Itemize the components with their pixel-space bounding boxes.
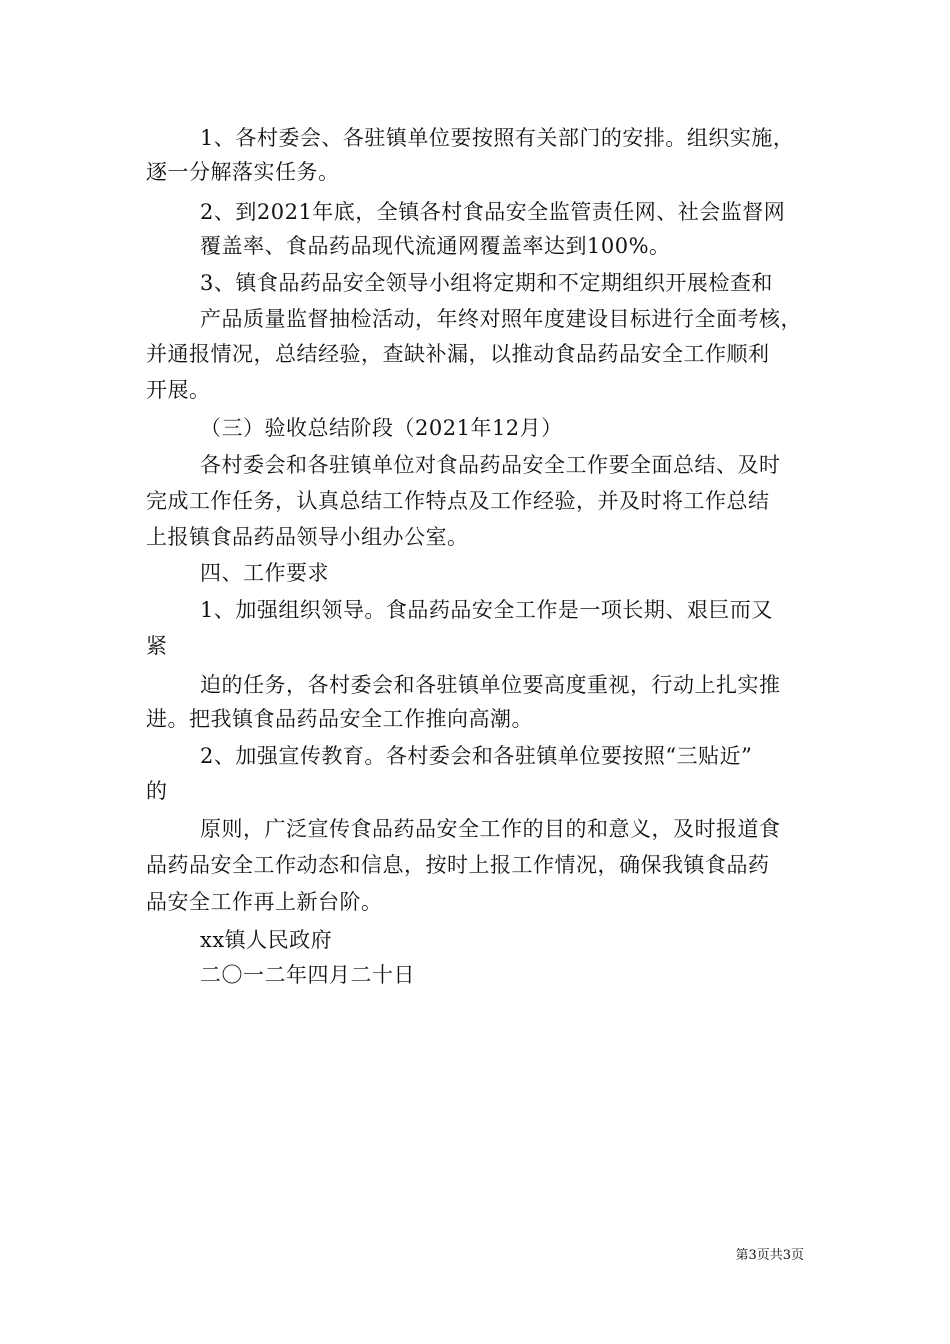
signature-org: xx镇人民政府 <box>200 928 333 952</box>
body-line: 迫的任务，各村委会和各驻镇单位要高度重视，行动上扎实推 <box>200 673 781 697</box>
body-line: 原则，广泛宣传食品药品安全工作的目的和意义，及时报道食 <box>200 817 781 841</box>
body-line: 2、加强宣传教育。各村委会和各驻镇单位要按照“三贴近” <box>200 744 753 768</box>
body-line: 各村委会和各驻镇单位对食品药品安全工作要全面总结、及时 <box>200 453 781 477</box>
body-line: 开展。 <box>146 378 211 402</box>
body-line: 品药品安全工作动态和信息，按时上报工作情况，确保我镇食品药 <box>146 853 770 877</box>
body-line: 进。把我镇食品药品安全工作推向高潮。 <box>146 707 533 731</box>
page-number: 第3页共3页 <box>735 1248 804 1263</box>
body-line: 1、各村委会、各驻镇单位要按照有关部门的安排。组织实施， <box>200 126 795 150</box>
body-line: 紧 <box>146 634 168 658</box>
body-line: 逐一分解落实任务。 <box>146 160 340 184</box>
body-line: 2、到2021年底，全镇各村食品安全监管责任网、社会监督网 <box>200 200 786 224</box>
body-line: 完成工作任务，认真总结工作特点及工作经验，并及时将工作总结 <box>146 489 770 513</box>
body-line: 产品质量监督抽检活动，年终对照年度建设目标进行全面考核， <box>200 307 802 331</box>
body-line: 1、加强组织领导。食品药品安全工作是一项长期、艰巨而又 <box>200 598 773 622</box>
body-line: 品安全工作再上新台阶。 <box>146 890 383 914</box>
section-heading: （三）验收总结阶段（2021年12月） <box>200 416 563 440</box>
body-line: 覆盖率、食品药品现代流通网覆盖率达到100%。 <box>200 234 671 258</box>
section-heading: 四、工作要求 <box>200 561 329 585</box>
signature-date: 二〇一二年四月二十日 <box>200 963 415 987</box>
body-line: 的 <box>146 779 168 803</box>
body-line: 3、镇食品药品安全领导小组将定期和不定期组织开展检查和 <box>200 271 773 295</box>
body-line: 上报镇食品药品领导小组办公室。 <box>146 525 469 549</box>
body-line: 并通报情况，总结经验，查缺补漏，以推动食品药品安全工作顺利 <box>146 342 770 366</box>
